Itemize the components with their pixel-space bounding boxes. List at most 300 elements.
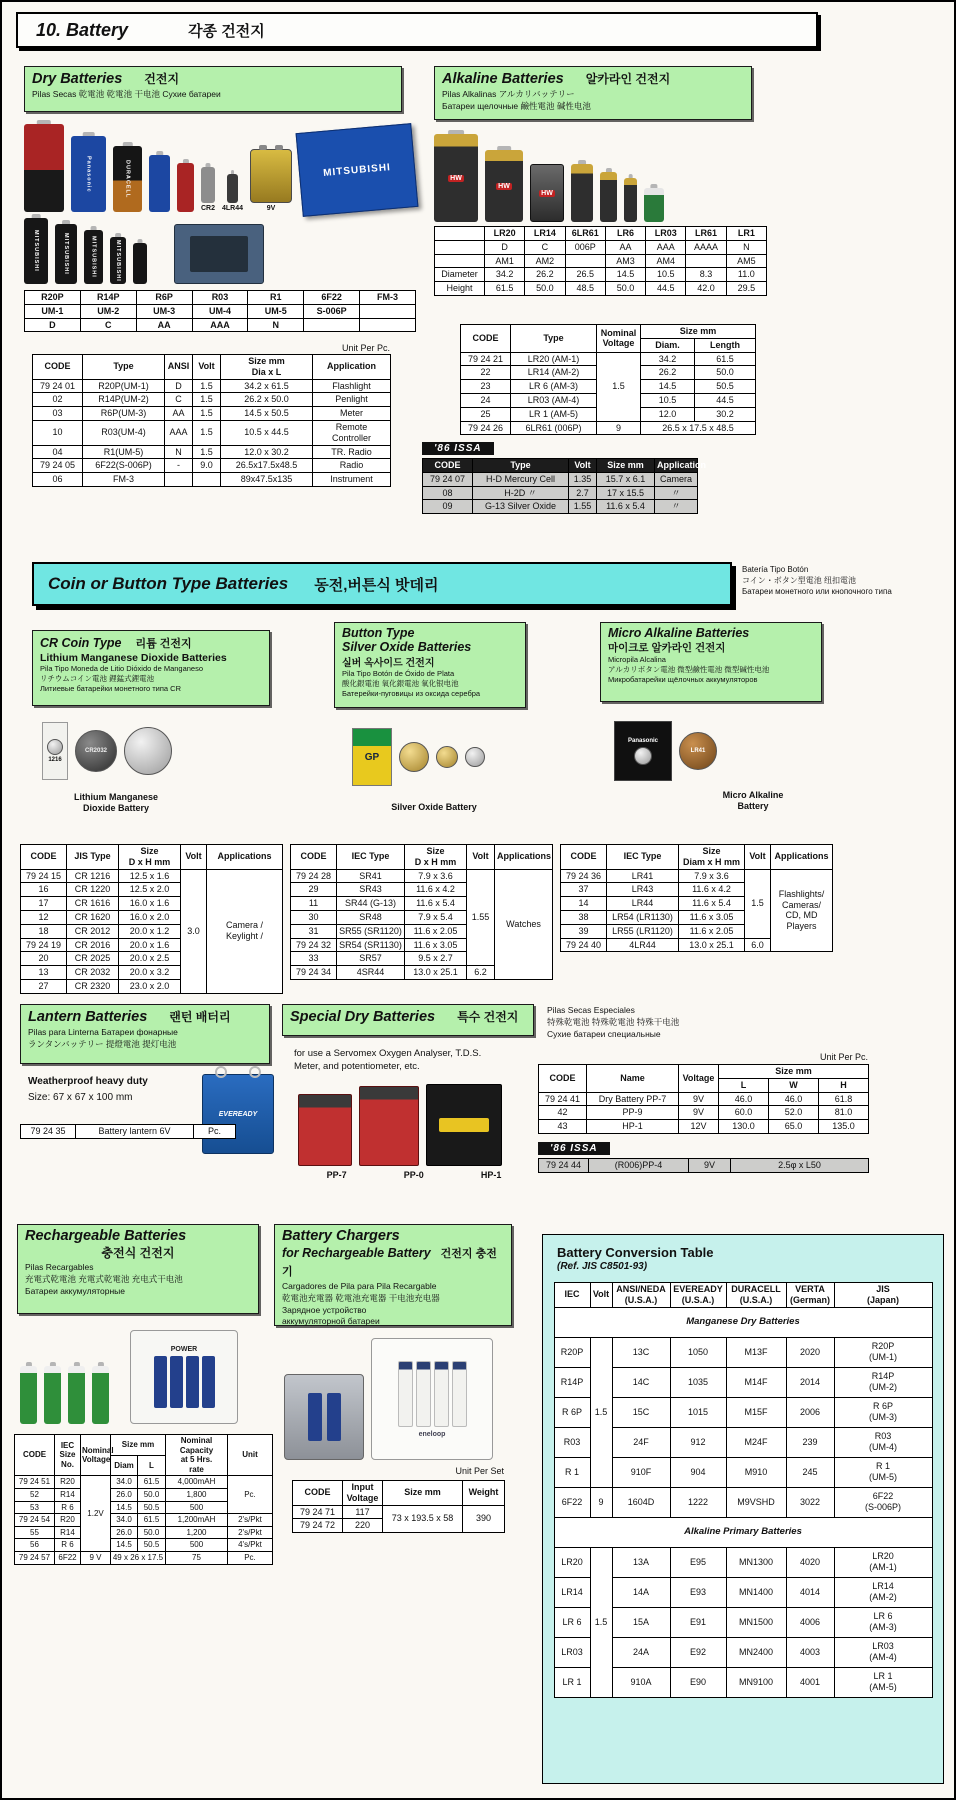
table-cell: 〃 [655,486,698,500]
lantern-description [28,1076,198,1103]
table-cell: AAAA [686,240,726,254]
col-header: JIS (Japan) [834,1283,932,1308]
table-row [15,1539,273,1552]
table-cell: Camera / Keylight / [207,869,283,993]
special-issa-table [538,1158,869,1173]
eneloop-brand-label: eneloop [418,1430,446,1438]
table-cell: 49 x 26 x 17.5 [111,1551,166,1564]
rechargeable-subtitle-es: Pilas Recargables [25,1262,94,1272]
cr-subtitle-ru: Литиевые батарейки монетного типа CR [40,684,182,693]
table-cell: 16.0 x 2.0 [119,910,181,924]
table-cell: 75 [166,1551,228,1564]
table-cell: MN1500 [726,1607,786,1637]
table-cell: 79 24 54 [15,1514,55,1527]
dry-batteries-photo [24,116,416,288]
table-cell: 20.0 x 3.2 [119,966,181,980]
sr-title-korean: 실버 옥사이드 건전지 [342,658,435,669]
table-cell: 2020 [786,1337,834,1367]
table-cell: 14 [561,897,607,911]
page-header [16,12,818,48]
table-cell: Meter [313,407,391,421]
col-header: IEC Type [607,845,679,870]
table-cell: 2.7 [569,486,597,500]
nicd-battery-image [68,1366,85,1424]
table-row [435,282,767,296]
table-cell: 1.5 [193,445,221,459]
table-cell: C [80,318,136,332]
table-cell: 11.6 x 3.05 [679,910,745,924]
table-cell: 31 [291,924,337,938]
special-title-korean: 특수 건전지 [457,1010,519,1024]
table-cell: 117 [343,1505,383,1519]
table-cell: 2's/Pkt [228,1526,273,1539]
table-cell: R03 [554,1427,590,1457]
table-cell: 04 [33,445,83,459]
col-header: CODE [539,1065,587,1093]
lantern-title: Lantern Batteries [28,1009,148,1025]
table-cell: - [165,459,193,473]
table-cell: 12 [21,910,67,924]
dry-photo-row1 [24,116,416,212]
cr-subtitle-es: Pila Tipo Moneda de Litio Dióxido de Manganeso [40,664,204,673]
duracell-battery-image [113,146,142,212]
table-cell: 34.2 x 61.5 [221,379,313,393]
table-cell: AA [136,318,192,332]
col-header: L [719,1078,769,1092]
cr-title-korean: 리튬 건전지 [135,638,192,650]
table-cell: 61.5 [138,1476,166,1489]
table-cell: 02 [33,393,83,407]
col-header: JIS Type [67,845,119,870]
pp7-battery-image [298,1094,352,1166]
table-cell: 79 24 35 [21,1125,76,1139]
table-cell: 22 [461,366,511,380]
charger-title-korean: 건전지 충전기 [282,1248,497,1278]
charger1-image [284,1374,364,1460]
table-row [33,393,391,407]
table-cell: 23 [461,380,511,394]
table-cell: 79 24 44 [539,1159,589,1173]
table-cell: LR20 (AM-1) [511,352,597,366]
special-unit-note: Unit Per Pc. [819,1052,868,1062]
sr-caption: Silver Oxide Battery [391,802,477,812]
table-cell: 79 24 34 [291,966,337,980]
table-cell: R1 [248,291,304,305]
rechargeable-title: Rechargeable Batteries [25,1228,187,1244]
table-cell: R 1 [554,1457,590,1487]
table-cell: 11.6 x 3.05 [405,938,467,952]
sr-table [290,844,553,980]
table-cell: 4LR44 [607,938,679,952]
table-cell: 15.7 x 6.1 [597,472,655,486]
table-cell: 79 24 19 [21,938,67,952]
coin-banner-sidetext [742,564,950,598]
table-cell: 1.5 [193,379,221,393]
table-cell: 65.0 [769,1120,819,1134]
table-row [554,1547,932,1577]
gp-card-image [352,728,392,786]
9v-terminal-icon [275,145,283,150]
table-cell: 30.2 [695,407,756,421]
table-cell: 17 x 15.5 [597,486,655,500]
table-cell: 11.6 x 4.2 [405,883,467,897]
cr-caption: Lithium Manganese Dioxide Battery [73,792,158,814]
table-cell: 50.0 [138,1488,166,1501]
table-cell: CR 1216 [67,869,119,883]
col-header: LR1 [726,227,766,241]
table-cell: UM-4 [192,304,248,318]
table-cell: 20 [21,952,67,966]
table-cell: 7.9 x 3.6 [679,869,745,883]
table-cell: Pc. [228,1476,273,1514]
table-cell: 220 [343,1519,383,1533]
table-cell: 79 24 57 [15,1551,55,1564]
table-cell: 15C [612,1397,670,1427]
table-cell: 10.5 x 44.5 [221,420,313,445]
table-cell: 6F22 (S-006P) [834,1487,932,1517]
special-captions [298,1170,530,1181]
table-cell: 17 [21,897,67,911]
table-cell: 27 [21,979,67,993]
lr-subtitle-es: Micropila Alcalina [608,655,666,664]
lr-photo [614,714,810,788]
aaa-battery-image [177,163,194,212]
conversion-ref: (Ref. JIS C8501-93) [557,1261,648,1272]
table-cell: 14.5 [605,268,645,282]
table-row [15,1551,273,1564]
mitsubishi-box-image [296,123,419,217]
special-side-line: Сухие батареи специальные [547,1028,661,1039]
table-cell: 20.0 x 2.5 [119,952,181,966]
conversion-alkaline-body [554,1547,932,1697]
table-row [461,421,756,435]
col-header: Nominal Voltage [597,325,641,353]
table-cell: UM-1 [25,304,81,318]
special-section-header [282,1004,534,1036]
table-cell: 3022 [786,1487,834,1517]
table-cell: E92 [670,1637,726,1667]
table-cell: CR 2320 [67,979,119,993]
table-cell: 38 [561,910,607,924]
charger-subtitle-ru: Зарядное устройство аккумуляторной батареи [282,1305,380,1327]
table-cell: M14F [726,1367,786,1397]
table-row [435,240,767,254]
d-cell-battery-image [24,124,64,212]
table-cell: SR41 [337,869,405,883]
cr-title: CR Coin Type [40,636,122,650]
table-cell: LR55 (LR1120) [607,924,679,938]
charger-unit-note: Unit Per Set [455,1466,504,1476]
col-header: CODE [561,845,607,870]
table-cell: AAA [646,240,686,254]
table-cell: SR43 [337,883,405,897]
col-header: Application [313,355,391,380]
hp1-battery-image [426,1084,502,1166]
cell-image [202,1356,215,1408]
table-cell: Battery lantern 6V [76,1125,194,1139]
col-header: CODE [461,325,511,353]
table-cell: LR41 [607,869,679,883]
coin-side-line: コイン・ボタン型電池 纽扣電池 [742,576,856,586]
sr-title-1: Button Type [342,626,415,640]
lr61-battery-image [624,178,637,222]
aa-battery-image [149,155,170,212]
col-header: IEC Size No. [55,1435,81,1476]
table-cell: AM3 [605,254,645,268]
col-header: L [138,1455,166,1476]
sr-section-header [334,622,526,708]
table-cell: AAA [192,318,248,332]
table-cell: Remote Controller [313,420,391,445]
table-cell [193,473,221,487]
table-cell: LR20 (AM-1) [834,1547,932,1577]
col-header: Applications [771,845,833,870]
hw-brand-label: HW [541,189,553,197]
col-header: LR03 [646,227,686,241]
col-header: Weight [463,1481,505,1506]
mitsubishi-battery-image [110,237,126,284]
table-cell: R 1 (UM-5) [834,1457,932,1487]
table-cell: 10.5 [646,268,686,282]
table-cell: 14.5 [111,1501,138,1514]
lantern-section-header [20,1004,270,1064]
hw-brand-label: HW [498,182,510,190]
table-cell: 500 [166,1501,228,1514]
table-cell: CR 2012 [67,924,119,938]
table-cell: 1222 [670,1487,726,1517]
col-header: Volt [467,845,495,870]
silver-oxide-coin-image [436,746,458,768]
table-cell: 4SR44 [337,966,405,980]
table-cell: 11.0 [726,268,766,282]
sr-subtitle-es: Pila Tipo Botón de Óxido de Plata [342,669,455,678]
table-cell: D [165,379,193,393]
table-cell: 7.9 x 3.6 [405,869,467,883]
fm3-panel [190,236,248,272]
charger-table [292,1480,505,1533]
charger-cells [154,1356,215,1408]
table-cell: 48.5 [565,282,605,296]
special-table-body [539,1092,869,1133]
table-cell: 1.5 [193,393,221,407]
table-cell: 245 [786,1457,834,1487]
table-cell: 11.6 x 5.4 [597,500,655,514]
table-row [33,473,391,487]
col-header: Applications [495,845,553,870]
col-header: CODE [15,1435,55,1476]
table-cell: 34.0 [111,1476,138,1489]
table-cell: LR03 (AM-4) [834,1637,932,1667]
table-cell: 12.0 x 30.2 [221,445,313,459]
table-cell: 3.0 [181,869,207,993]
col-header: Size mm [383,1481,463,1506]
lantern-body-2: Size: 67 x 67 x 100 mm [28,1092,133,1103]
table-cell: 50.0 [525,282,565,296]
lr1-battery-image [644,188,664,222]
lr-section-header [600,622,822,702]
table-cell: 79 24 26 [461,421,511,435]
table-cell: SR44 (G-13) [337,897,405,911]
table-cell: FM-3 [360,291,416,305]
table-cell: 25 [461,407,511,421]
table-row [25,318,416,332]
mitsubishi-brand-label: MITSUBISHI [33,230,39,272]
table-cell: 4020 [786,1547,834,1577]
table-cell: Dry Battery PP-7 [587,1092,679,1106]
dry-photo-row2 [24,216,416,284]
table-cell: 135.0 [819,1120,869,1134]
rechargeable-photo [20,1320,268,1424]
table-cell: 6F22(S-006P) [83,459,165,473]
pp0-caption: PP-0 [403,1170,424,1180]
table-cell: UM-2 [80,304,136,318]
6lr61-battery-image [530,164,564,222]
table-row [539,1159,869,1173]
table-cell: 1.2V [81,1476,111,1552]
table-cell: 20.0 x 1.6 [119,938,181,952]
col-header: Nominal Capacity at 5 Hrs. rate [166,1435,228,1476]
section-band-label: Alkaline Primary Batteries [554,1517,932,1547]
table-cell: LR03 (AM-4) [511,393,597,407]
rechargeable-table [14,1434,273,1565]
table-cell: Pc. [228,1551,273,1564]
table-cell: M910 [726,1457,786,1487]
table-cell: 6F22 [554,1487,590,1517]
table-cell: 16.0 x 1.6 [119,897,181,911]
table-cell: 14.5 [641,380,695,394]
pp7-caption: PP-7 [326,1170,347,1180]
table-cell: 12V [679,1120,719,1134]
coin-banner-title: Coin or Button Type Batteries [48,574,289,593]
table-cell: 50.0 [695,366,756,380]
table-cell [435,254,485,268]
table-cell: LR 1 [554,1667,590,1697]
table-cell: 904 [670,1457,726,1487]
col-header: Application [655,459,698,473]
rechargeable-table-body [15,1476,273,1564]
lr-subtitle-jp: アルカリボタン電池 微型鹼性電池 微型碱性电池 [608,665,770,674]
col-header: LR6 [605,227,645,241]
alkaline-spec-table [434,226,767,296]
table-cell: N [726,240,766,254]
table-cell: UM-5 [248,304,304,318]
table-cell: 03 [33,407,83,421]
silver-oxide-coin-image [399,742,429,772]
alkaline-issa-body [423,472,698,513]
table-cell: LR 6 (AM-3) [834,1607,932,1637]
table-cell: 2006 [786,1397,834,1427]
table-cell: 15A [612,1607,670,1637]
rechargeable-section-header [17,1224,259,1314]
col-header: Size mm [719,1065,869,1079]
table-cell: 26.5 x 17.5 x 48.5 [641,421,756,435]
table-cell: E91 [670,1607,726,1637]
table-cell: N [248,318,304,332]
9v-battery-image [250,149,292,203]
table-cell: H-D Mercury Cell [473,472,569,486]
coin-button-banner [32,562,732,606]
col-header: LR20 [485,227,525,241]
lr20-battery-image [434,134,478,222]
table-cell: 50.0 [605,282,645,296]
table-row [15,1476,273,1489]
col-header: IEC Type [337,845,405,870]
table-row [293,1505,505,1519]
silver-oxide-coin-image [465,747,485,767]
table-cell: E93 [670,1577,726,1607]
col-header: Size Diam x H mm [679,845,745,870]
table-cell: LR 1 (AM-5) [834,1667,932,1697]
mitsubishi-brand-label: MITSUBISHI [322,161,392,179]
table-cell: 60.0 [719,1106,769,1120]
table-cell: 26.2 [641,366,695,380]
table-cell: LR43 [607,883,679,897]
lr6-battery-image [571,164,593,222]
table-cell: 1,800 [166,1488,228,1501]
col-header: CODE [21,845,67,870]
lantern-body-1: Weatherproof heavy duty [28,1076,148,1087]
lr-title-korean: 마이크로 알카라인 건전지 [608,642,726,654]
charger-title-2: for Rechargeable Battery [282,1246,431,1260]
mitsubishi-battery-image [24,218,48,284]
col-header: Volt [745,845,771,870]
alkaline-code-body [461,352,756,435]
sr-table-body [291,869,553,979]
col-header: Type [473,459,569,473]
coin-side-line: Batería Tipo Botón [742,565,809,574]
lantern-battery-figure [202,1064,282,1156]
table-cell: 1.5 [745,869,771,938]
table-cell: 34.2 [641,352,695,366]
table-cell: R20 [55,1514,81,1527]
table-cell: 11.6 x 2.05 [679,924,745,938]
mitsubishi-battery-image [133,243,147,284]
alkaline-section-header [434,66,752,120]
table-cell [360,304,416,318]
table-cell: MN9100 [726,1667,786,1697]
mitsubishi-brand-label: MITSUBISHI [90,236,97,278]
table-cell: Flashlights/ Cameras/ CD, MD Players [771,869,833,952]
table-cell: R 6P (UM-3) [834,1397,932,1427]
table-row [423,500,698,514]
alkaline-issa-table [422,458,706,514]
charger-subtitle-es: Cargadores de Pila para Pila Recargable [282,1281,437,1291]
table-cell: 1015 [670,1397,726,1427]
table-cell: 14C [612,1367,670,1397]
table-cell: 9.5 x 2.7 [405,952,467,966]
panasonic-brand-label: Panasonic [627,737,658,744]
table-cell: 10.5 [641,393,695,407]
table-row [461,352,756,366]
table-cell: 4003 [786,1637,834,1667]
cr-table-body [21,869,283,993]
table-cell: Camera [655,472,698,486]
table-row [435,254,767,268]
page-title: 10. Battery [36,19,129,40]
table-cell: R03 (UM-4) [834,1427,932,1457]
table-cell: 11.6 x 4.2 [679,883,745,897]
table-cell: 14.5 [111,1539,138,1552]
charger-subtitle-cn: 乾電池充電器 乾電池充電器 干电池充电器 [282,1293,440,1304]
lantern-title-korean: 랜턴 배터리 [169,1010,231,1024]
table-row [15,1526,273,1539]
dry-title: Dry Batteries [32,71,123,87]
table-cell: 50.5 [138,1501,166,1514]
table-row [33,407,391,421]
table-cell: (R006)PP-4 [589,1159,689,1173]
9v-label: 9V [266,205,276,212]
dry-title-korean: 건전지 [144,72,180,86]
